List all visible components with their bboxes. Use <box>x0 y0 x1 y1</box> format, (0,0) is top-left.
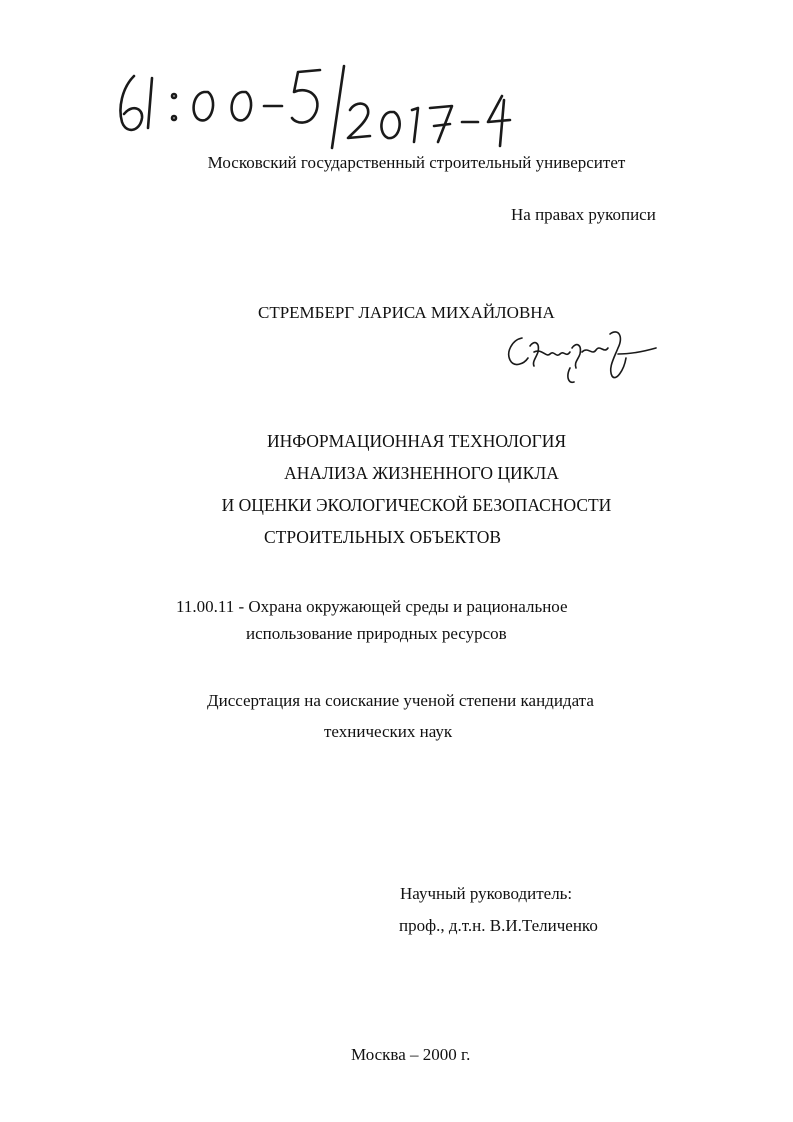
city-and-year: Москва – 2000 г. <box>351 1045 471 1064</box>
author-signature <box>500 318 660 388</box>
handwritten-archive-code <box>112 56 532 152</box>
manuscript-rights-note: На правах рукописи <box>511 205 656 224</box>
supervisor-label: Научный руководитель: <box>400 884 573 903</box>
title-line-2: АНАЛИЗА ЖИЗНЕННОГО ЦИКЛА <box>284 463 559 483</box>
supervisor-name: проф., д.т.н. В.И.Теличенко <box>399 916 598 935</box>
university-name: Московский государственный строительный университет <box>207 153 626 172</box>
specialty-line-1: 11.00.11 - Охрана окружающей среды и рациональное <box>176 597 568 616</box>
specialty-line-2: использование природных ресурсов <box>246 624 507 643</box>
degree-line-2: технических наук <box>324 722 453 741</box>
title-line-3: И ОЦЕНКИ ЭКОЛОГИЧЕСКОЙ БЕЗОПАСНОСТИ <box>221 495 612 515</box>
title-line-1: ИНФОРМАЦИОННАЯ ТЕХНОЛОГИЯ <box>266 431 567 451</box>
title-line-4: СТРОИТЕЛЬНЫХ ОБЪЕКТОВ <box>264 527 502 547</box>
author-name: СТРЕМБЕРГ ЛАРИСА МИХАЙЛОВНА <box>258 303 555 322</box>
degree-line-1: Диссертация на соискание ученой степени кандидата <box>207 691 594 710</box>
